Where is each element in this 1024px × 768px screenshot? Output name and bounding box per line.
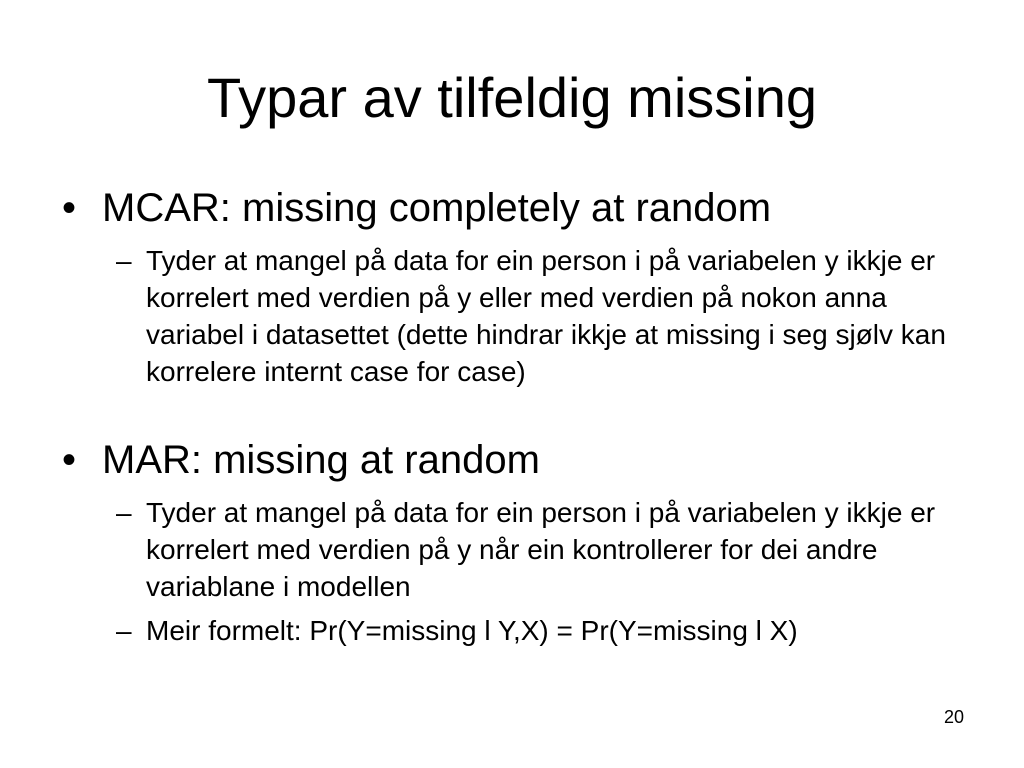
sub-bullet-marker: –	[116, 615, 132, 646]
sub-bullet-marker: –	[116, 497, 132, 528]
bullet-marker: •	[62, 186, 77, 230]
bullet-marker: •	[62, 438, 77, 482]
sub-bullet-text: Meir formelt: Pr(Y=missing l Y,X) = Pr(Y=missing l X)	[146, 615, 798, 646]
sub-bullet-text: Tyder at mangel på data for ein person i på variabelen y ikkje er korrelert med verdien på y når ein kontrollerer for dei andre variablane i modellen	[146, 497, 936, 602]
slide-title: Typar av tilfeldig missing	[206, 66, 817, 129]
bullet-text: MCAR: missing completely at random	[102, 186, 772, 230]
sub-bullet-text: Tyder at mangel på data for ein person i på variabelen y ikkje er korrelert med verdien på y eller med verdien på nokon anna variabel i datasettet (dette hindrar ikkje at missing i seg sjølv kan korrelere internt case for case)	[146, 245, 946, 387]
bullet-text: MAR: missing at random	[102, 438, 540, 482]
page-number: 20	[943, 707, 964, 727]
sub-bullet-marker: –	[116, 245, 132, 276]
